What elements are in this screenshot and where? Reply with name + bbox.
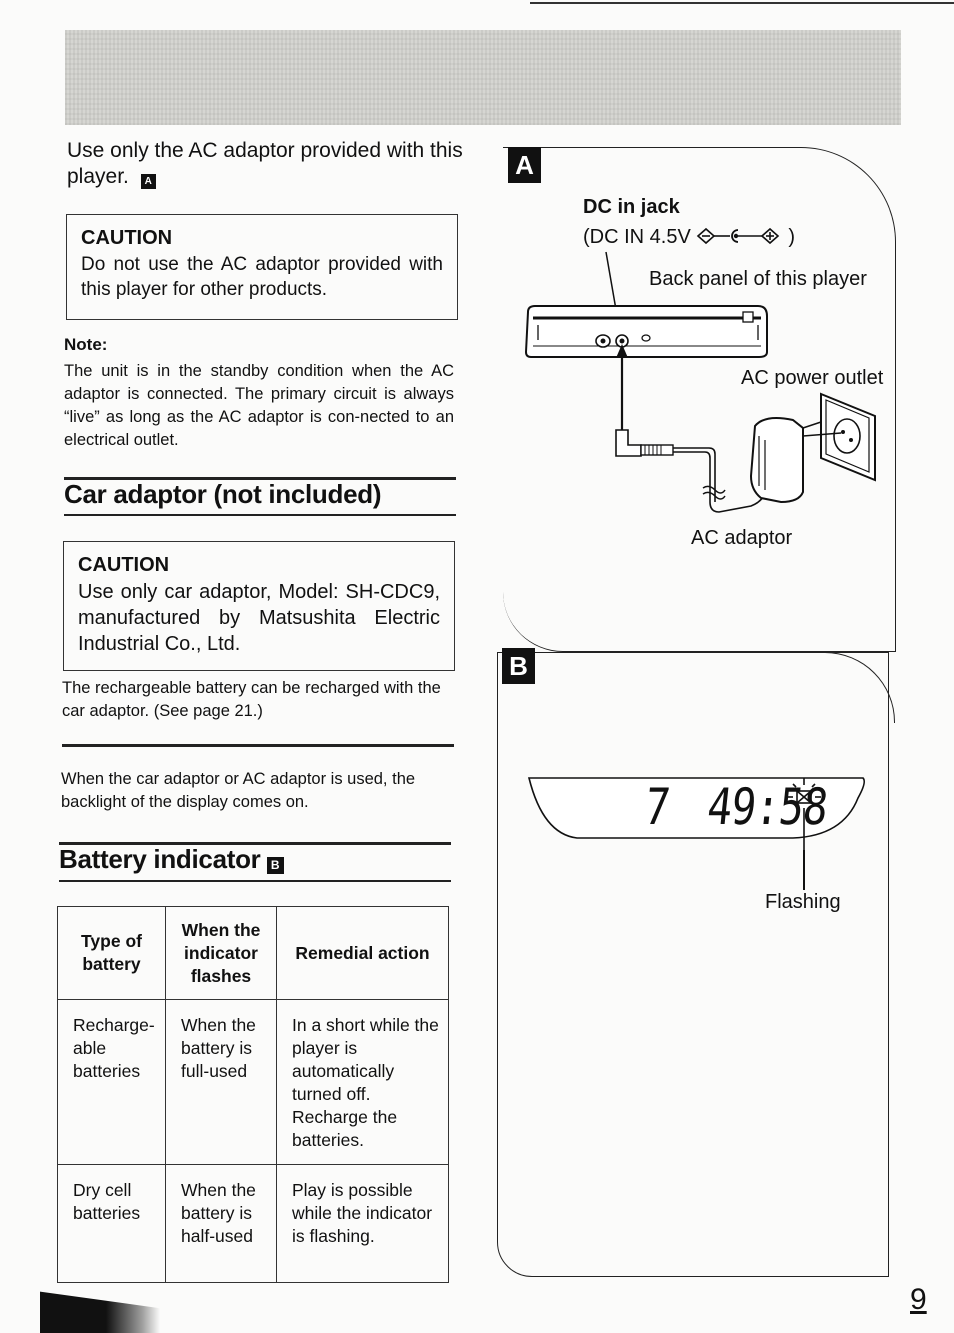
note-body: The unit is in the standby condition when the AC adaptor is connected. The primary circuit is always “live” as long as the AC adaptor is con-nected to an electrical outlet. <box>64 362 454 449</box>
dc-spec-close: ) <box>788 226 796 248</box>
lcd-readout <box>642 780 829 834</box>
figure-a-tag: A <box>508 147 541 183</box>
flashing-pointer <box>803 850 805 890</box>
lcd-track-number: 7 <box>642 778 673 836</box>
car-adaptor-title: Car adaptor (not included) <box>64 479 382 509</box>
table-cell: Recharge-able batteries <box>58 1000 166 1165</box>
table-header-row <box>58 907 449 1000</box>
footer-black-mark <box>40 1288 160 1333</box>
ac-connection-illustration <box>503 240 903 540</box>
dc-spec-text: (DC IN 4.5V <box>583 226 691 248</box>
table-header: When the indicator flashes <box>166 907 277 1000</box>
figure-b-tag: B <box>502 648 535 684</box>
flashing-label: Flashing <box>765 891 841 913</box>
lcd-time: 49:58 <box>704 778 831 836</box>
table-cell: When the battery is full-used <box>166 1000 277 1165</box>
figure-ref-a: A <box>141 174 156 189</box>
caution-box-car <box>63 541 455 671</box>
back-panel-label: Back panel of this player <box>649 268 867 290</box>
table-cell: Dry cell batteries <box>58 1165 166 1283</box>
table-cell: When the battery is half-used <box>166 1165 277 1283</box>
recharge-text: The rechargeable battery can be recharged with the car adaptor. (See page 21.) <box>62 679 441 720</box>
header-band <box>65 30 901 125</box>
caution-box-ac <box>66 214 458 320</box>
intro-text <box>67 138 467 190</box>
table-cell: In a short while the player is automatically turned off. Recharge the batteries. <box>277 1000 449 1165</box>
battery-indicator-title <box>59 844 284 875</box>
top-rule <box>530 2 954 4</box>
dc-jack-label: DC in jack <box>583 196 680 218</box>
caution-body: Use only car adaptor, Model: SH-CDC9, manufactured by Matsushita Electric Industrial Co., Ltd. <box>78 581 440 655</box>
table-cell: Play is possible while the indicator is flashing. <box>277 1165 449 1283</box>
section-rule-bottom <box>59 880 451 882</box>
note-heading: Note: <box>64 335 108 354</box>
caution-heading: CAUTION <box>78 554 170 576</box>
battery-table <box>57 906 449 1283</box>
ac-adaptor-label: AC adaptor <box>691 527 793 549</box>
intro-sentence: Use only the AC adaptor provided with this player. <box>67 139 463 188</box>
caution-body: Do not use the AC adaptor provided with this player for other products. <box>81 254 443 300</box>
caution-heading: CAUTION <box>81 227 173 249</box>
table-header: Remedial action <box>277 907 449 1000</box>
figure-b-panel <box>497 652 889 1277</box>
battery-title-text: Battery indicator <box>59 844 261 874</box>
table-row <box>58 1000 449 1165</box>
page-number: 9 <box>910 1283 927 1316</box>
table-header: Type of battery <box>58 907 166 1000</box>
backlight-text: When the car adaptor or AC adaptor is used, the backlight of the display comes on. <box>61 770 416 811</box>
divider-rule <box>62 744 454 747</box>
ac-outlet-label: AC power outlet <box>741 367 884 389</box>
section-rule-bottom <box>64 514 456 516</box>
figure-ref-b: B <box>267 857 284 874</box>
table-row <box>58 1165 449 1283</box>
